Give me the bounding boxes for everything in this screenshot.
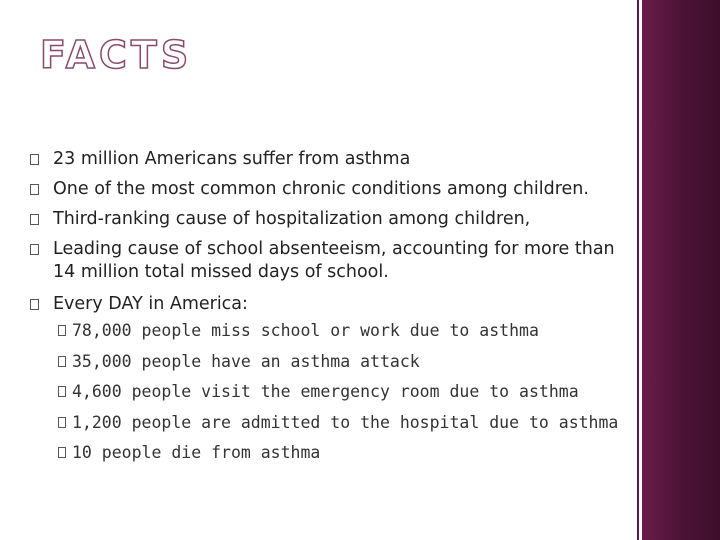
bullet-text: One of the most common chronic conditions among children.: [53, 179, 589, 199]
square-bullet-icon: [58, 325, 66, 336]
bullet-text: Third-ranking cause of hospitalization among children,: [53, 209, 531, 229]
square-bullet-icon: [30, 154, 39, 165]
sub-bullet-list: [58, 320, 638, 473]
square-bullet-icon: [58, 356, 66, 367]
square-bullet-icon: [30, 244, 39, 255]
bullet-item: [30, 178, 630, 201]
bullet-item: [30, 148, 630, 171]
sub-bullet-item: [58, 412, 638, 434]
square-bullet-icon: [30, 214, 39, 225]
sub-bullet-item: [58, 442, 638, 464]
sub-bullet-text: 78,000 people miss school or work due to asthma: [72, 321, 539, 340]
bullet-text: Every DAY in America:: [53, 294, 248, 314]
sub-bullet-text: 10 people die from asthma: [72, 443, 321, 462]
square-bullet-icon: [58, 386, 66, 397]
bullet-list: [30, 148, 630, 323]
bullet-item: [30, 293, 630, 316]
bullet-item: [30, 208, 630, 231]
square-bullet-icon: [58, 447, 66, 458]
accent-bar: [642, 0, 720, 540]
sub-bullet-text: 1,200 people are admitted to the hospital due to asthma: [72, 412, 619, 432]
sub-bullet-item: [58, 351, 638, 373]
square-bullet-icon: [30, 299, 39, 310]
square-bullet-icon: [30, 184, 39, 195]
sub-bullet-text: 4,600 people visit the emergency room due to asthma: [72, 382, 579, 401]
square-bullet-icon: [58, 417, 66, 428]
bullet-item: [30, 238, 630, 284]
sub-bullet-item: [58, 381, 638, 403]
sub-bullet-text: 35,000 people have an asthma attack: [72, 351, 420, 371]
sub-bullet-item: [58, 320, 638, 342]
slide-title: FACTS: [40, 33, 193, 77]
bullet-text: 23 million Americans suffer from asthma: [53, 149, 411, 169]
bullet-text: Leading cause of school absenteeism, accounting for more than 14 million total missed days of school.: [53, 239, 615, 282]
